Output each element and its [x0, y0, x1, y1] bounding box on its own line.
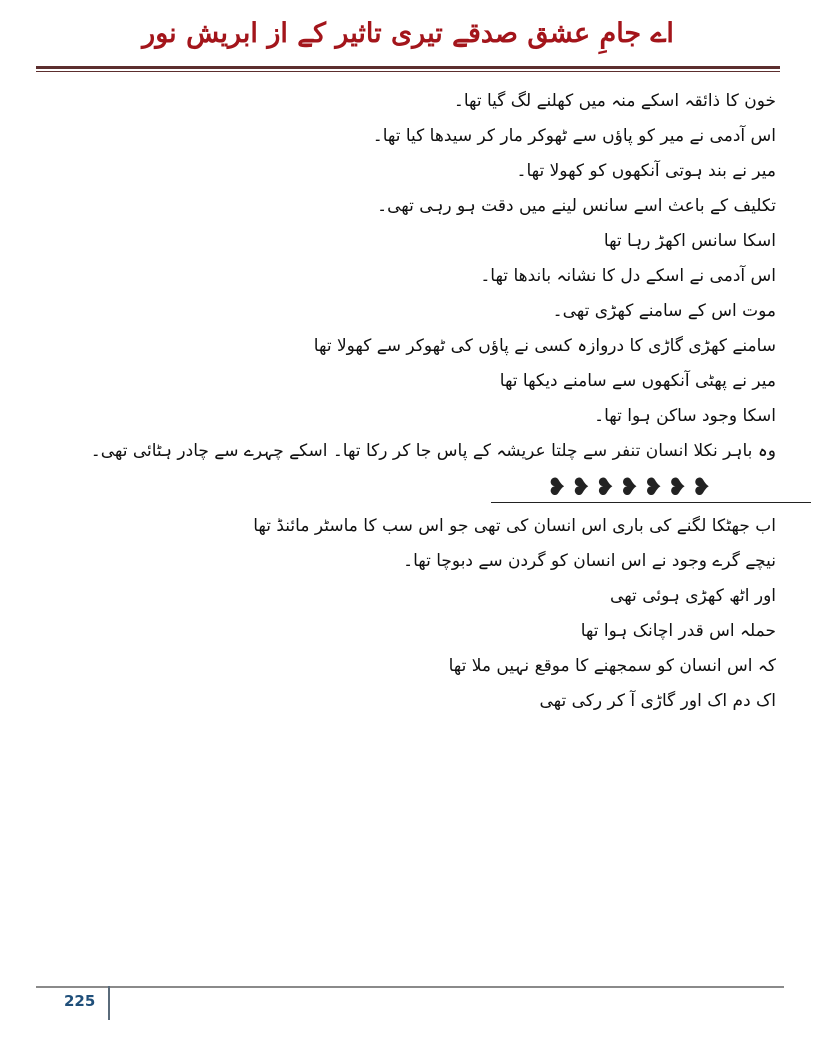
story-line: موت اس کے سامنے کھڑی تھی۔ — [552, 301, 776, 321]
story-line: اب جھٹکا لگنے کی باری اس انسان کی تھی جو اس سب کا ماسٹر مائنڈ تھا — [253, 516, 776, 536]
scene-separator — [36, 469, 776, 509]
story-body — [36, 84, 776, 719]
story-line: سامنے کھڑی گاڑی کا دروازہ کسی نے پاؤں کی ٹھوکر سے کھولا تھا — [313, 336, 776, 356]
story-line: اسکا وجود ساکن ہوا تھا۔ — [594, 406, 776, 426]
header-rule-thin — [36, 71, 780, 72]
story-line: کہ اس انسان کو سمجھنے کا موقع نہیں ملا تھا — [448, 656, 776, 676]
story-line: نیچے گرے وجود نے اس انسان کو گردن سے دبوچا تھا۔ — [403, 551, 776, 571]
footer-rule — [36, 986, 784, 988]
story-line: اک دم اک اور گاڑی آ کر رکی تھی — [539, 691, 776, 711]
story-line: اور اٹھ کھڑی ہوئی تھی — [610, 586, 776, 606]
story-line: تکلیف کے باعث اسے سانس لینے میں دقت ہو رہی تھی۔ — [377, 196, 776, 216]
footer-divider — [108, 986, 110, 1020]
header-rule — [36, 66, 780, 69]
story-line: میر نے پھٹی آنکھوں سے سامنے دیکھا تھا — [499, 371, 776, 391]
page-number: 225 — [64, 992, 96, 1010]
page-header-title: اے جامِ عشق صدقے تیری تاثیر کے از ابریش نور — [142, 18, 674, 49]
story-line: خون کا ذائقہ اسکے منہ میں کھلنے لگ گیا تھا۔ — [453, 91, 776, 111]
separator-line — [491, 502, 811, 503]
story-line: اس آدمی نے میر کو پاؤں سے ٹھوکر مار کر سیدھا کیا تھا۔ — [372, 126, 776, 146]
story-line: اسکا سانس اکھڑ رہا تھا — [603, 231, 776, 251]
story-line: حملہ اس قدر اچانک ہوا تھا — [580, 621, 776, 641]
heart-ornament-icon: ❥❥❥❥❥❥❥ — [546, 473, 716, 501]
story-line: میر نے بند ہوتی آنکھوں کو کھولا تھا۔ — [516, 161, 776, 181]
story-line: اس آدمی نے اسکے دل کا نشانہ باندھا تھا۔ — [480, 266, 776, 286]
story-line: وہ باہر نکلا انسان تنفر سے چلتا عریشہ کے پاس جا کر رکا تھا۔ اسکے چہرے سے چادر ہٹائی تھی۔ — [90, 441, 776, 461]
